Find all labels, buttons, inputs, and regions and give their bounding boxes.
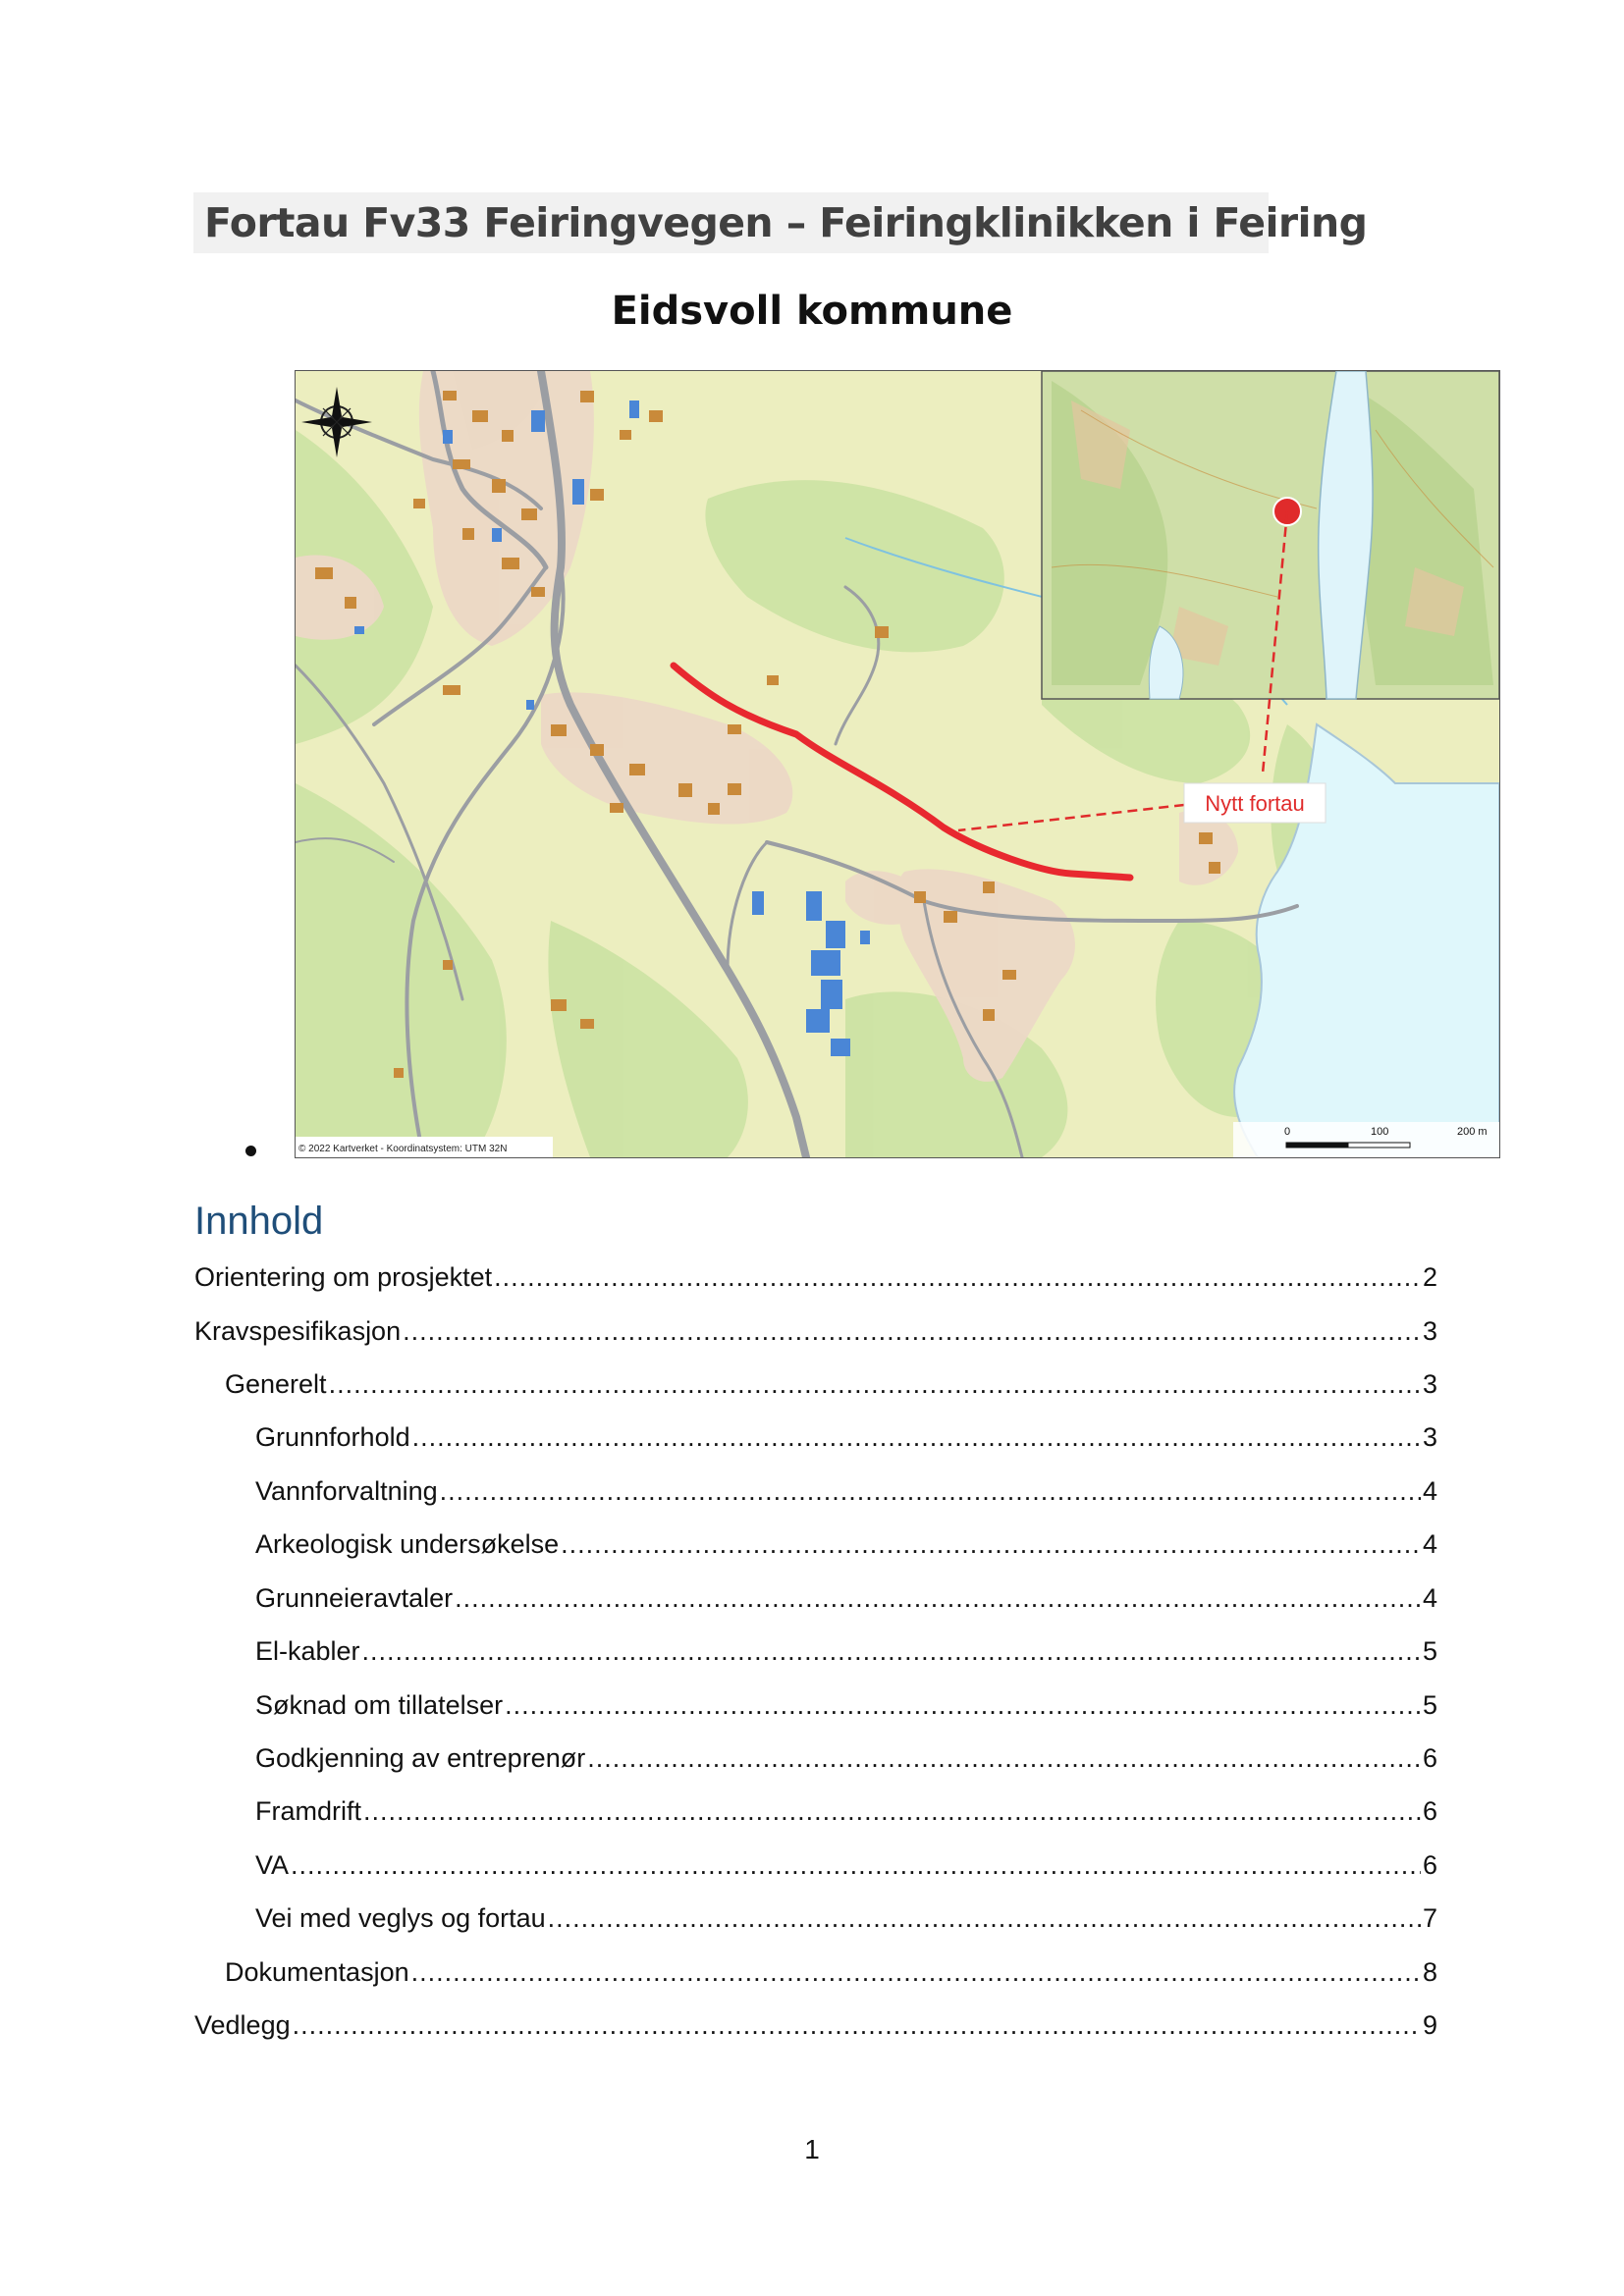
- toc-item-page: 4: [1422, 1583, 1437, 1613]
- toc-item-label: Vedlegg: [194, 2010, 291, 2040]
- document-title: Fortau Fv33 Feiringvegen – Feiringklinikken i Feiring: [204, 199, 1368, 246]
- toc-item-page: 3: [1422, 1369, 1437, 1399]
- toc-heading: Innhold: [194, 1200, 324, 1243]
- toc-item-framdrift[interactable]: [255, 1791, 1437, 1831]
- toc-item-label: Godkjenning av entreprenør: [255, 1743, 586, 1773]
- toc-item-page: 5: [1422, 1690, 1437, 1720]
- toc-item-page: 6: [1422, 1796, 1437, 1826]
- page-number: 1: [804, 2134, 820, 2164]
- toc-leader: [494, 1257, 1421, 1297]
- toc-item-grunneieravtaler[interactable]: [255, 1578, 1437, 1618]
- toc-item-page: 9: [1422, 2010, 1437, 2040]
- toc-item-arkeologisk[interactable]: [255, 1524, 1437, 1564]
- toc-leader: [440, 1471, 1421, 1511]
- toc-leader: [455, 1578, 1421, 1618]
- toc-item-label: Grunnforhold: [255, 1422, 410, 1452]
- toc-item-label: Dokumentasjon: [225, 1957, 409, 1987]
- toc-item-page: 6: [1422, 1743, 1437, 1773]
- toc-item-vedlegg[interactable]: [194, 2005, 1437, 2045]
- toc-item-label: Arkeologisk undersøkelse: [255, 1529, 560, 1559]
- overview-map-inset: [1042, 371, 1499, 699]
- toc-leader: [329, 1364, 1421, 1404]
- toc-item-page: 5: [1422, 1636, 1437, 1666]
- toc-leader: [505, 1685, 1421, 1725]
- toc-item-label: Orientering om prosjektet: [194, 1262, 493, 1292]
- toc-item-page: 7: [1422, 1903, 1437, 1933]
- toc-item-el-kabler[interactable]: [255, 1631, 1437, 1671]
- toc-item-generelt[interactable]: [225, 1364, 1437, 1404]
- toc-leader: [363, 1791, 1421, 1831]
- toc-leader: [403, 1311, 1421, 1351]
- toc-item-page: 3: [1422, 1316, 1437, 1346]
- toc-item-label: El-kabler: [255, 1636, 360, 1666]
- toc-item-orientering[interactable]: [194, 1257, 1437, 1297]
- toc-leader: [293, 2005, 1421, 2045]
- toc-leader: [587, 1738, 1421, 1778]
- document-subtitle: Eidsvoll kommune: [611, 289, 1013, 334]
- toc-item-label: Generelt: [225, 1369, 327, 1399]
- toc-leader: [291, 1845, 1421, 1885]
- toc-item-label: Grunneieravtaler: [255, 1583, 454, 1613]
- callout-label: Nytt fortau: [1205, 791, 1305, 816]
- list-bullet: [245, 1146, 256, 1156]
- toc-item-label: Vannforvaltning: [255, 1476, 438, 1506]
- toc-item-vei[interactable]: [255, 1898, 1437, 1938]
- toc-leader: [412, 1417, 1421, 1457]
- toc-item-page: 3: [1422, 1422, 1437, 1452]
- toc-item-page: 2: [1422, 1262, 1437, 1292]
- toc-leader: [411, 1952, 1421, 1992]
- toc-leader: [362, 1631, 1421, 1671]
- toc-item-kravspesifikasjon[interactable]: [194, 1311, 1437, 1351]
- toc-leader: [561, 1524, 1421, 1564]
- toc-item-va[interactable]: [255, 1845, 1437, 1885]
- toc-item-godkjenning[interactable]: [255, 1738, 1437, 1778]
- toc-item-page: 8: [1422, 1957, 1437, 1987]
- toc-item-label: Vei med veglys og fortau: [255, 1903, 546, 1933]
- toc-item-dokumentasjon[interactable]: [225, 1952, 1437, 1992]
- toc-item-label: Framdrift: [255, 1796, 361, 1826]
- toc-item-label: Kravspesifikasjon: [194, 1316, 402, 1346]
- toc-item-page: 4: [1422, 1529, 1437, 1559]
- scale-bar: [1233, 1122, 1499, 1157]
- toc-item-grunnforhold[interactable]: [255, 1417, 1437, 1457]
- scale-label-200: 200 m: [1457, 1126, 1488, 1138]
- toc-item-label: VA: [255, 1850, 290, 1880]
- scale-label-100: 100: [1371, 1126, 1389, 1138]
- toc-item-vannforvaltning[interactable]: [255, 1471, 1437, 1511]
- toc-item-label: Søknad om tillatelser: [255, 1690, 504, 1720]
- toc-leader: [548, 1898, 1421, 1938]
- callout-box: [1184, 783, 1326, 823]
- toc-item-page: 6: [1422, 1850, 1437, 1880]
- project-map: [295, 370, 1500, 1158]
- scale-label-0: 0: [1284, 1126, 1291, 1138]
- toc-item-page: 4: [1422, 1476, 1437, 1506]
- toc-item-soknad[interactable]: [255, 1685, 1437, 1725]
- map-copyright: © 2022 Kartverket - Koordinatsystem: UTM 32N: [298, 1144, 508, 1154]
